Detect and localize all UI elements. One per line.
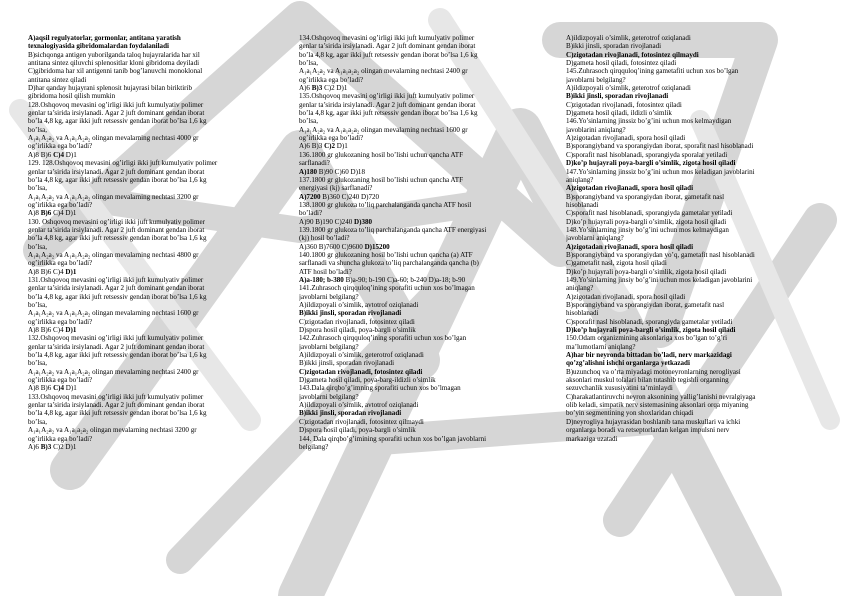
correct-answer: C)4 <box>53 384 65 393</box>
text-line: genlar ta’sirida irsiylanadi. Agar 2 juft dominant gendan iborat <box>299 100 476 109</box>
text-column-left <box>28 34 284 451</box>
text-line: 130. Oshqovoq mevasini og’irligi ikki juft kumulyativ polimer <box>28 217 205 226</box>
text-line: B)ikki jinsli, sporadan rivojlanadi <box>299 409 402 418</box>
text-line: qo’zg’alishni ishchi organlarga yetkazadi <box>566 359 690 368</box>
correct-answer: B)6 <box>40 209 52 218</box>
answer-options-line: A)8 B)6 C)4 D)1 <box>28 267 77 276</box>
text-line: 148.Yo’sinlarning jinsiy bo’g’ini uchun mos kelmaydigan <box>566 225 729 234</box>
text-column-middle <box>299 34 555 451</box>
text-line: og’irlikka ega bo’ladi? <box>28 200 93 209</box>
text-line: og’irlikka ega bo’ladi? <box>28 376 93 385</box>
text-line: bo’lsa, <box>28 242 47 251</box>
text-line: 132.Oshqovoq mevasini og’irligi ikki juft kumulyativ polimer <box>28 334 204 343</box>
text-line: javoblarni belgilang? <box>299 342 359 351</box>
text-line: 144. Dala qirqbo’g’imining sporafiti uchun xos bo’lgan javoblarni <box>299 434 487 443</box>
answer-options-line: A)6 B)3 C)2 D)1 <box>28 442 77 451</box>
text-line: D)gameta hosil qiladi, ildizli o’simlik <box>566 109 672 118</box>
text-line: aksonlari muskul tolalari bilan tutashib tegishli organning <box>566 376 729 385</box>
text-line: 149.Yo’sinlarning jinsiy bo’g’ini uchun mos keladigan javoblarini <box>566 275 753 284</box>
text-line: B)ikki jinsli, sporadan rivojlanadi <box>299 309 402 318</box>
text-line: 128.Oshqovoq mevasini og’irligi ikki juft kumulyativ polimer <box>28 100 204 109</box>
text-line: A₁a₁A₂a₂ va A₁a₁A₂a₂ olingan mevalarning nechtasi 2400 gr <box>28 367 199 376</box>
text-line: C)zigotadan rivojlanadi, fotosintez qiladi <box>566 100 682 109</box>
text-line: 146.Yo’sinlarning jinssiz bo’g’ini uchun mos kelmaydigan <box>566 117 732 126</box>
correct-answer: A)7200 <box>299 192 321 201</box>
text-line: 131.Oshqovoq mevasini og’irligi ikki juft kumulyativ polimer <box>28 275 204 284</box>
text-line: bo’la 4,8 kg, agar ikki juft retsessiv gendan iborat bo’lsa 1,6 kg <box>28 175 207 184</box>
text-line: bo’la 4,8 kg, agar ikki juft retsessiv gendan iborat bo’lsa 1,6 kg <box>28 409 207 418</box>
text-line: D)spora hosil qiladi, poya-bargli o’simlik <box>299 426 416 435</box>
text-line: og’irlikka ega bo’ladi? <box>299 134 364 143</box>
text-line: C)harakatlantiruvchi neyron aksonining yallig’lanishi nevralgiyaga <box>566 392 756 401</box>
text-line: B)sichqonga antigen yuborilganda taloq hujayralarida har xil <box>28 50 200 59</box>
text-line: bo’lsa, <box>28 125 47 134</box>
text-line: D)neyrogliya hujayrasidan boshlanib tana muskullari va ichki <box>566 417 741 426</box>
text-line: A)ildizpoyali o’simlik, avtotrof oziqlanadi <box>299 301 419 309</box>
text-line: og’irlikka ega bo’ladi? <box>28 259 93 268</box>
text-line: A₁a₁A₂a₂ va A₁a₁A₂a₂ olingan mevalarning nechtasi 1600 gr <box>28 309 199 318</box>
text-line: C)zigotadan rivojlanadi, fotosintez qiladi <box>299 367 423 376</box>
text-line: A)zigotadan rivojlanadi, spora hosil qiladi <box>566 134 686 143</box>
text-line: sezuvchanlik xususiyatini ta’minlaydi <box>566 384 673 393</box>
text-line: bo’lsa, <box>28 417 47 426</box>
answer-options-line: A)6 B)3 C)2 D)1 <box>299 142 348 151</box>
text-line: B)sporangiyband va sporangiydan iborat, gametafit nasl <box>566 301 725 309</box>
text-line: A)zigotadan rivojlanadi, spora hosil qiladi <box>566 184 694 193</box>
text-line: 141.Zuhrasoch qirqquloq’ining sporafiti uchun xos bo’lmagan <box>299 284 475 293</box>
text-line: C)sporafit nasl hisoblanadi, sporangiyda gametalar yetiladi <box>566 317 733 326</box>
text-line: C)zigotadan rivojlanadi, fotosintez qiladi <box>299 317 415 326</box>
text-line: og’irlikka ega bo’ladi? <box>28 317 93 326</box>
text-line: gibridoma hosil qilish mumkin <box>28 92 116 101</box>
text-line: ATF hosil bo’ladi? <box>299 267 352 276</box>
text-line: bo’yin segmentining yon shoxlaridan chiqadi <box>566 409 694 418</box>
text-line: belgilang? <box>299 442 329 451</box>
text-line: genlar ta’sirida irsiylanadi. Agar 2 juft dominant gendan iborat <box>28 401 205 410</box>
text-line: A₁a₁A₂a₂ va A₁a₁a₂a₂ olingan mevalarning nechtasi 2400 gr <box>299 67 468 76</box>
text-line: A)aqsil regulyatorlar, gormonlar, antitana yaratish <box>28 34 181 42</box>
text-line: javoblarni aniqlang? <box>566 234 624 243</box>
text-line: bo’lsa, <box>299 59 318 68</box>
text-line: C)zigotadan rivojlanadi, fotosintez qilmaydi <box>299 417 424 426</box>
text-line: javoblarni belgilang? <box>566 75 626 84</box>
answer-options-line: A)7200 B)360 C)240 D)720 <box>299 192 380 201</box>
text-line: antitana sintez qiluvchi splenositlar kloni gibridoma deyiladi <box>28 59 200 68</box>
text-line: A₁a₁A₂a₂ va A₁a₁A₂a₂ olingan mevalarning nechtasi 4800 gr <box>28 250 199 259</box>
text-line: bo’la 4,8 kg, agar ikki juft retsessiv gendan iborat bo’lsa 1,6 kg <box>299 50 478 59</box>
answer-options-line: A)360 B)7600 C)9600 D)15200 <box>299 242 390 251</box>
text-line: energiyasi (kj) sarflanadi? <box>299 184 373 193</box>
text-line: 143.Dala qirqbo’g’imning sporafiti uchun xos bo’lmagan <box>299 384 461 393</box>
text-line: C)gametafit nasl, zigota hosil qiladi <box>566 259 667 268</box>
text-line: 142.Zuhrasoch qirqquloq’ining sporafiti uchun xos bo’lgan <box>299 334 467 343</box>
text-line: antitana sintez qiladi <box>28 75 87 84</box>
correct-answer: D)1 <box>65 326 77 335</box>
text-line: A₁a₁A₂a₂ va A₁a₁A₂a₂ olingan mevalarning nechtasi 4000 gr <box>28 134 199 143</box>
answer-options-line: A)180 B)90 C)60 D)18 <box>299 167 365 176</box>
text-line: C)gibridoma har xil antigenni tanib bog’lanuvchi monoklonal <box>28 67 203 76</box>
text-line: bo’lsa, <box>28 301 47 309</box>
text-line: bo’lsa, <box>28 359 47 368</box>
text-line: sarflanadi? <box>299 159 330 168</box>
text-line: A)ildizpoyali o’simlik, geterotrof oziqlanadi <box>566 84 691 93</box>
correct-answer: D)1 <box>65 267 77 276</box>
answer-options-line: A)8 B)6 C)4 D)1 <box>28 150 77 159</box>
text-line: bo’lsa, <box>299 117 318 126</box>
text-line: genlar ta’sirida irsiylanadi. Agar 2 juft dominant gendan iborat <box>28 225 205 234</box>
text-line: (kj) hosil bo’ladi? <box>299 234 350 243</box>
text-line: 133.Oshqovoq mevasini og’irligi ikki juft kumulyativ polimer <box>28 392 204 401</box>
text-line: D)ko’p hujayrali poya-bargli o’simlik, zigota hosil qiladi <box>566 267 727 276</box>
text-line: B)ikki jinsli, sporadan rivojlanadi <box>299 359 395 368</box>
text-line: A)zigotadan rivojlanadi, spora hosil qiladi <box>566 292 686 301</box>
text-line: genlar ta’sirida irsiylanadi. Agar 2 juft dominant gendan iborat <box>28 342 205 351</box>
correct-answer: D)380 <box>354 217 373 226</box>
text-line: C)sporafit nasl hisoblanadi, sporangiyda sporalar yetiladi <box>566 150 728 159</box>
text-line: A₁a₁A₂a₂ va A₁a₁A₂a₂ olingan mevalarning nechtasi 3200 gr <box>28 192 199 201</box>
text-line: B)ikki jinsli, sporadan rivojlanadi <box>566 42 662 51</box>
text-line: D)gameta hosil qiladi, poya-barg-ildizli o’simlik <box>299 376 436 385</box>
answer-options-line: A)8 B)6 C)4 D)1 <box>28 209 77 218</box>
text-line: bo’ladi? <box>299 209 323 218</box>
text-line: D)ko’p hujayrali poya-bargli o’simlik, zigota hosil qiladi <box>566 217 727 226</box>
text-line: B)sporangiyband va sporangiydan iborat, sporafit nasl hisoblanadi <box>566 142 754 151</box>
text-line: A₁a₁A₂a₂ va A₁a₁a₂a₂ olingan mevalarning nechtasi 1600 gr <box>299 125 468 134</box>
text-line: A)har bir neyronda bittadan bo’ladi, nerv markazidagi <box>566 351 732 360</box>
text-line: 136.1800 gr glukozaning hosil bo’lishi uchun qancha ATF <box>299 150 464 159</box>
text-line: D)gameta hosil qiladi, fotosintez qiladi <box>566 59 677 68</box>
answer-options-line: A)8 B)6 C)4 D)1 <box>28 384 77 393</box>
text-line: A)ildizpoyali o’simlik, geterotrof oziqlanadi <box>299 351 424 360</box>
text-line: olib keladi, simpatik nerv sistemasining aksonlari orqa miyaning <box>566 401 749 410</box>
correct-answer: A)a-180; b-380 <box>299 275 344 284</box>
answer-options-line: A)90 B)190 C)240 D)380 <box>299 217 373 226</box>
text-line: organlarga boradi va retseptorlardan kelgan impulsni nerv <box>566 426 730 435</box>
text-line: A)zigotadan rivojlanadi, spora hosil qiladi <box>566 242 694 251</box>
text-line: aniqlang? <box>566 175 594 184</box>
text-line: bo’la 4,8 kg, agar ikki juft retsessiv gendan iborat bo’lsa 1,6 kg <box>28 234 207 243</box>
text-line: hisoblanadi <box>566 200 599 209</box>
answer-options-line: A)6 B)3 C)2 D)1 <box>299 84 348 93</box>
text-line: B)uzunchoq va o’rta miyadagi motoneyronlarning nerogliyasi <box>566 367 741 376</box>
text-line: sarflanadi va shuncha glukoza to’liq parchalanganda qancha (b) <box>299 259 479 268</box>
text-line: bo’la 4,8 kg, agar ikki juft retsessiv gendan iborat bo’lsa 1,6 kg <box>28 117 207 126</box>
text-line: javoblarni belgilang? <box>299 392 359 401</box>
text-line: hisoblanadi <box>566 309 599 318</box>
text-line: javoblarni belgilang? <box>299 292 359 301</box>
text-line: C)sporafit nasl hisoblanadi, sporangiyda gametalar yetiladi <box>566 209 733 218</box>
text-line: genlar ta’sirida irsiylanadi. Agar 2 juft dominant gendan iborat <box>28 109 205 118</box>
text-line: 137.1800 gr glukozaning hosil bo’lishi uchun qancha ATF <box>299 175 464 184</box>
text-line: A₁a₁A₂a₂ va A₁a₁a₂a₂ olingan mevalarning nechtasi 3200 gr <box>28 426 197 435</box>
correct-answer: D)15200 <box>364 242 390 251</box>
text-line: A)ildizpoyali o’simlik, avtotrof oziqlanadi <box>299 401 419 410</box>
text-line: 145.Zuhrasoch qirqquloq’ining gametafiti uchun xos bo’lgan <box>566 67 739 76</box>
text-line: ma’lumotlarni aniqlang? <box>566 342 636 351</box>
text-line: markaziga uzatadi <box>566 434 618 443</box>
text-line: bo’la 4,8 kg, agar ikki juft retsessiv gendan iborat bo’lsa 1,6 kg <box>28 351 207 360</box>
text-line: javoblarini aniqlang? <box>566 125 626 134</box>
text-line: og’irlikka ega bo’ladi? <box>299 75 364 84</box>
text-line: D)har qanday hujayrani splenosit hujayrasi bilan biriktirib <box>28 84 192 93</box>
text-line: genlar ta’sirida irsiylanadi. Agar 2 juft dominant gendan iborat <box>28 167 205 176</box>
text-line: genlar ta’sirida irsiylanadi. Agar 2 juft dominant gendan iborat <box>28 284 205 293</box>
text-line: 138.1800 gr glukoza to’liq parchalanganda qancha ATF hosil <box>299 200 472 209</box>
text-line: 129. 128.Oshqovoq mevasini og’irligi ikki juft kumulyativ polimer <box>28 159 218 168</box>
text-line: C)zigotadan rivojlanadi, fotosintez qilmaydi <box>566 50 699 59</box>
correct-answer: A)180 <box>299 167 318 176</box>
correct-answer: B)3 <box>40 442 52 451</box>
text-line: D)ko’p hujayrali poya-bargli o’simlik, zigota hosil qiladi <box>566 326 736 335</box>
correct-answer: B)3 <box>311 84 323 93</box>
text-line: B)ikki jinsli, sporadan rivojlanadi <box>566 92 669 101</box>
text-line: bo’la 4,8 kg, agar ikki juft retsessiv gendan iborat bo’lsa 1,6 kg <box>28 292 207 301</box>
answer-options-line: A)a-180; b-380 B)a-90; b-190 C)a-60; b-240 D)a-18; b-90 <box>299 275 466 284</box>
text-line: aniqlang? <box>566 284 594 293</box>
text-line: B)sporangiyband va sporangiydan iborat, gametafit nasl <box>566 192 725 201</box>
text-line: bo’la 4,8 kg, agar ikki juft retsessiv gendan iborat bo’lsa 1,6 kg <box>299 109 478 118</box>
text-line: 139.1800 gr glukoza to’liq parchalanganda qancha ATF energiyasi <box>299 225 487 234</box>
correct-answer: C)4 <box>53 150 65 159</box>
text-line: og’irlikka ega bo’ladi? <box>28 434 93 443</box>
text-line: D)ko’p hujayrali poya-bargli o’simlik, zigota hosil qiladi <box>566 159 736 168</box>
text-line: 134.Oshqovoq mevasini og’irligi ikki juft kumulyativ polimer <box>299 34 475 42</box>
text-line: B)sporangiyband va sporangiydan yo’q, gametafit nasl hisoblanadi <box>566 250 755 259</box>
text-column-right <box>566 34 818 443</box>
text-line: 140.1800 gr glukozaning hosil bo’lishi uchun qancha (a) ATF <box>299 250 473 259</box>
correct-answer: C)2 <box>324 142 336 151</box>
text-line: texnalogiyasida gibridomalardan foydalaniladi <box>28 42 169 51</box>
text-line: bo’lsa, <box>28 184 47 193</box>
text-line: genlar ta’sirida irsiylanadi. Agar 2 juft dominant gendan iborat <box>299 42 476 51</box>
text-line: A)ildizpoyali o’simlik, geterotrof oziqlanadi <box>566 34 691 42</box>
text-line: 135.Oshqovoq mevasini og’irligi ikki juft kumulyativ polimer <box>299 92 475 101</box>
text-line: og’irlikka ega bo’ladi? <box>28 142 93 151</box>
answer-options-line: A)8 B)6 C)4 D)1 <box>28 326 77 335</box>
text-line: D)spora hosil qiladi, poya-bargli o’simlik <box>299 326 416 335</box>
text-line: 150.Odam organizmining aksonlariga xos bo’lgan to’g’ri <box>566 334 728 343</box>
text-line: 147.Yo’sinlarning jinssiz bo’g’ini uchun mos keladigan javoblarini <box>566 167 755 176</box>
